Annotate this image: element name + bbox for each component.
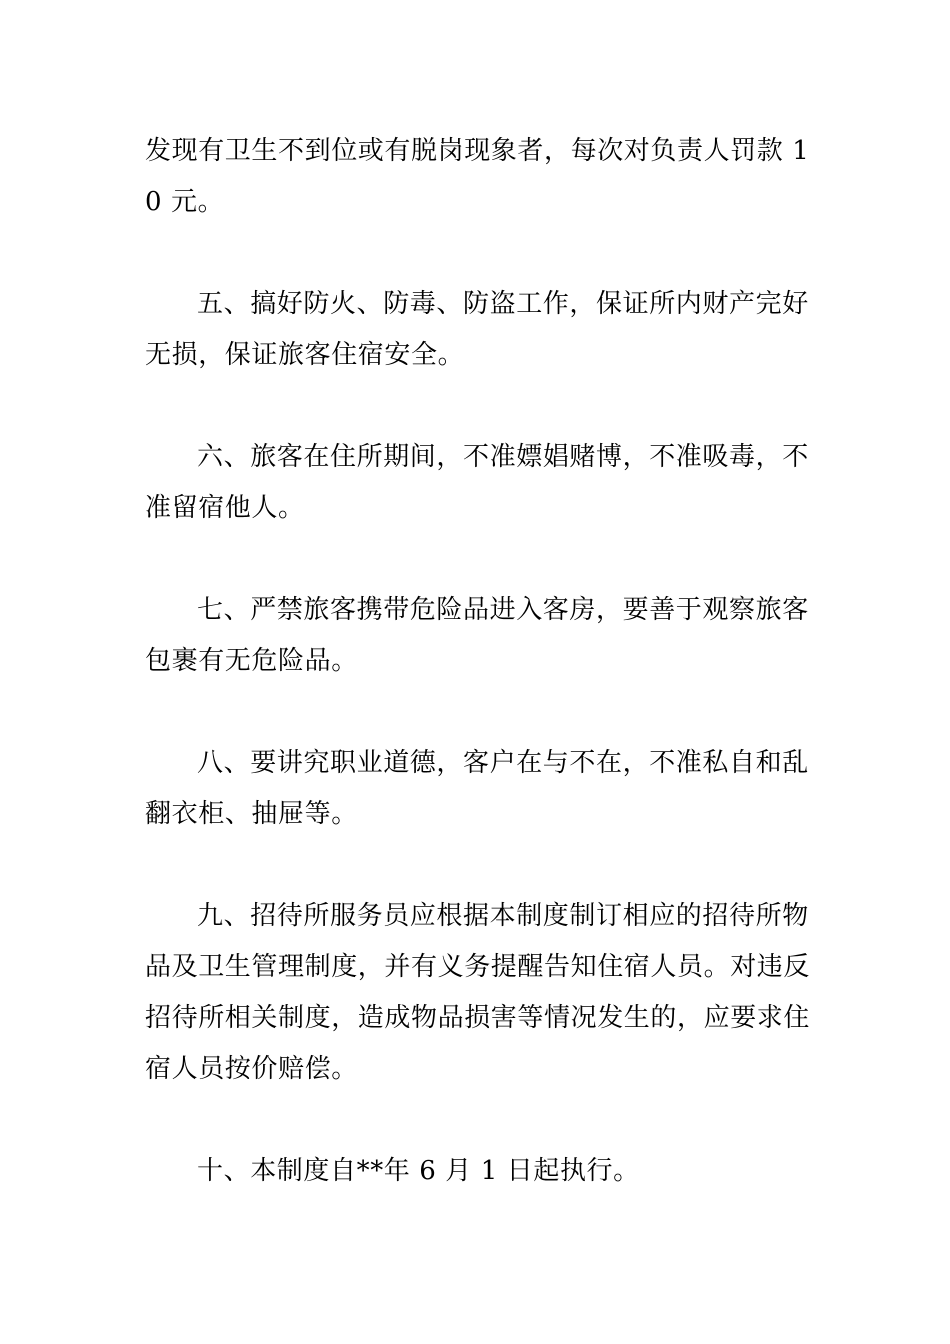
paragraph-item-10: 十、本制度自**年 6 月 1 日起执行。 [197, 1156, 640, 1186]
paragraph-item-5: 五、搞好防火、防毒、防盗工作，保证所内财产完好无损，保证旅客住宿安全。 [145, 289, 809, 370]
paragraph-item-7: 七、严禁旅客携带危险品进入客房，要善于观察旅客包裹有无危险品。 [145, 595, 809, 676]
document-body [145, 126, 810, 1248]
paragraph-item-6: 六、旅客在住所期间，不准嫖娼赌博，不准吸毒，不准留宿他人。 [145, 442, 809, 523]
paragraph-item-9: 九、招待所服务员应根据本制度制订相应的招待所物品及卫生管理制度，并有义务提醒告知住宿人员。对违反招待所相关制度，造成物品损害等情况发生的，应要求住宿人员按价赔偿。 [145, 901, 811, 1084]
paragraph-continued: 发现有卫生不到位或有脱岗现象者，每次对负责人罚款 10 元。 [145, 136, 810, 217]
paragraph-item-8: 八、要讲究职业道德，客户在与不在，不准私自和乱翻衣柜、抽屉等。 [145, 748, 809, 829]
